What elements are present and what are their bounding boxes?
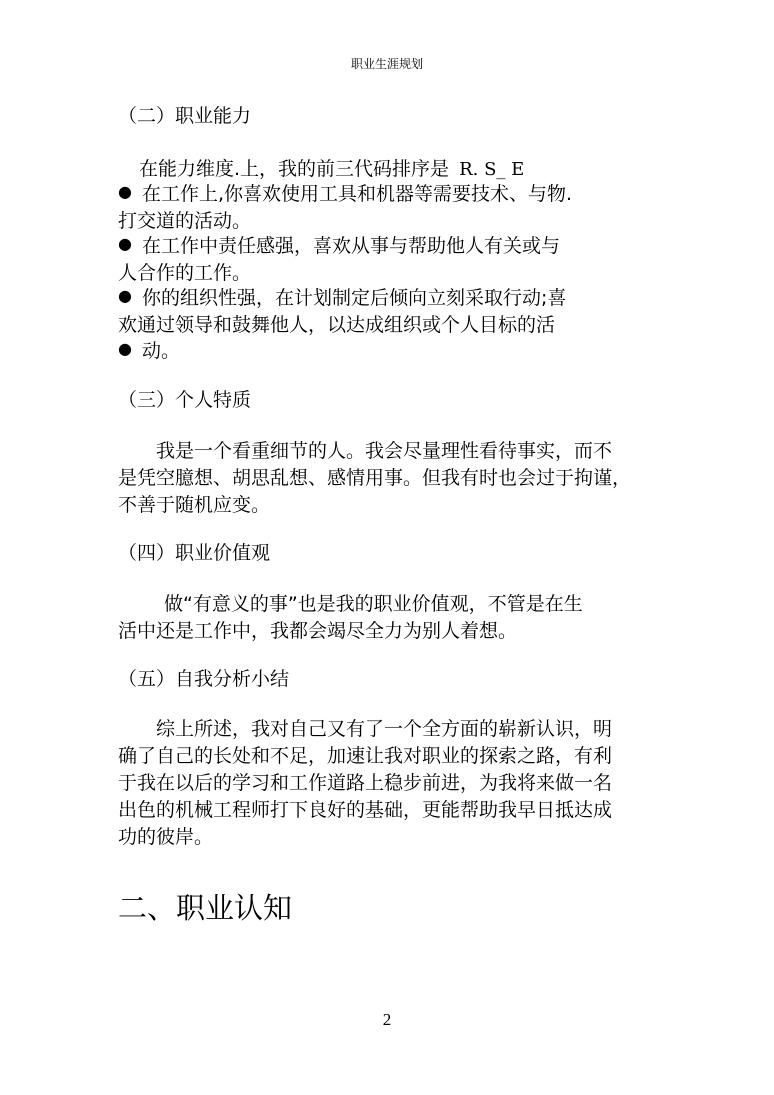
ability-intro (139, 154, 524, 181)
page-number: 2 (382, 1010, 392, 1029)
ability-bullet-1-line-1: 在工作上,你喜欢使用工具和机器等需要技术、与物. (142, 183, 573, 205)
values-line-2: 活中还是工作中，我都会竭尽全力为别人着想。 (118, 620, 518, 642)
bullet-icon: ● (118, 234, 132, 253)
summary-line-5: 功的彼岸。 (118, 826, 214, 848)
summary-line-3: 于我在以后的学习和工作道路上稳步前进，为我将来做一名 (118, 772, 613, 794)
section-heading-values: （四）职业价值观 (118, 542, 271, 564)
ability-bullet-3-line-2: 欢通过领导和鼓舞他人，以达成组织或个人目标的活 (118, 314, 556, 336)
summary-line-1: 综上所述，我对自己又有了一个全方面的崭新认识，明 (156, 718, 613, 740)
bullet-icon: ● (118, 339, 132, 358)
ability-bullet-1-line-2: 打交道的活动。 (118, 210, 252, 232)
section-heading-ability: （二）职业能力 (118, 105, 252, 127)
bullet-icon: ● (118, 286, 132, 305)
page-header: 职业生涯规划 (350, 57, 423, 71)
chapter-heading: 二、职业认知 (118, 891, 293, 925)
bullet-icon: ● (118, 182, 132, 201)
traits-line-3: 不善于随机应变。 (118, 494, 271, 516)
traits-line-2: 是凭空臆想、胡思乱想、感情用事。但我有时也会过于拘谨， (118, 467, 632, 489)
ability-bullet-3-line-1: 你的组织性强，在计划制定后倾向立刻采取行动;喜 (142, 287, 567, 309)
summary-line-4: 出色的机械工程师打下良好的基础，更能帮助我早日抵达成 (118, 799, 613, 821)
ability-intro-text: 在能力维度.上，我的前三代码排序是 (139, 158, 450, 180)
traits-line-1: 我是一个看重细节的人。我会尽量理性看待事实，而不 (156, 440, 613, 462)
ability-bullet-2-line-1: 在工作中责任感强，喜欢从事与帮助他人有关或与 (142, 235, 561, 257)
values-line-1: 做“有意义的事”也是我的职业价值观，不管是在生 (164, 593, 583, 615)
section-heading-summary: （五）自我分析小结 (118, 668, 290, 690)
ability-bullet-3-line-3: 动。 (142, 340, 181, 362)
ability-code: R. S_ E (459, 159, 525, 180)
ability-bullet-2-line-2: 人合作的工作。 (118, 262, 252, 284)
section-heading-traits: （三）个人特质 (118, 389, 252, 411)
summary-line-2: 确了自己的长处和不足，加速让我对职业的探索之路，有利 (118, 745, 613, 767)
